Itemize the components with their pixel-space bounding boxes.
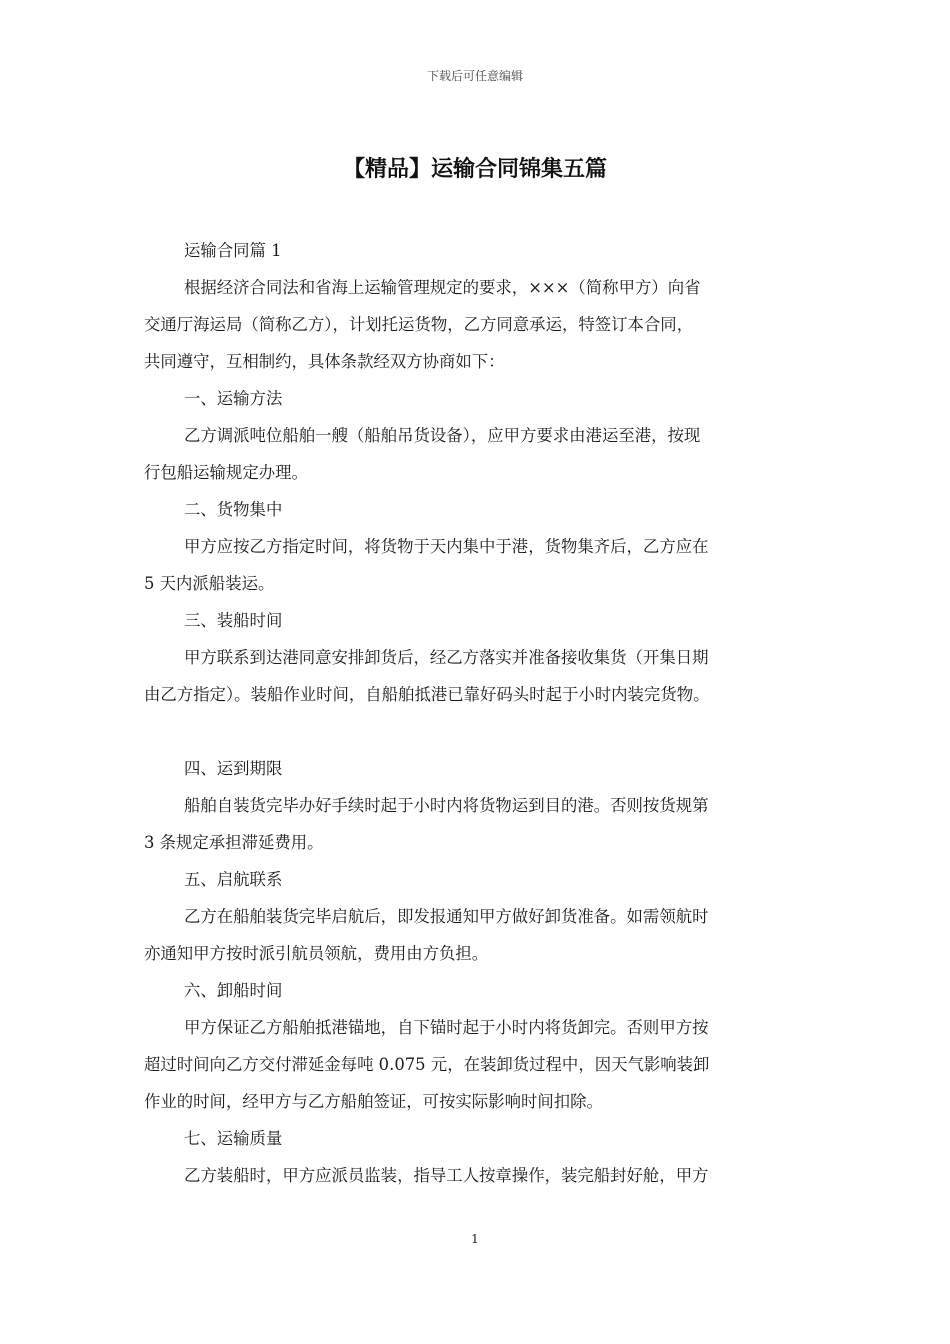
clause-heading: 七、运输质量 <box>184 1129 283 1148</box>
paragraph-line: 甲方保证乙方船舶抵港锚地，自下锚时起于小时内将货卸完。否则甲方按 <box>184 1018 709 1037</box>
paragraph-line: 甲方联系到达港同意安排卸货后，经乙方落实并准备接收集货（开集日期 <box>184 648 709 667</box>
clause-heading: 五、启航联系 <box>184 870 283 889</box>
paragraph-line: 亦通知甲方按时派引航员领航，费用由方负担。 <box>144 944 489 963</box>
paragraph-line: 根据经济合同法和省海上运输管理规定的要求，×××（简称甲方）向省 <box>184 278 701 297</box>
paragraph-line: 交通厅海运局（简称乙方），计划托运货物，乙方同意承运，特签订本合同， <box>144 315 694 334</box>
page-header: 下载后可任意编辑 <box>426 69 523 83</box>
document-title: 【精品】运输合同锦集五篇 <box>342 157 607 182</box>
paragraph-line: 乙方在船舶装货完毕启航后，即发报通知甲方做好卸货准备。如需领航时 <box>184 907 709 926</box>
page-number: 1 <box>471 1232 479 1246</box>
paragraph-line: 共同遵守，互相制约，具体条款经双方协商如下： <box>144 352 505 371</box>
paragraph-line: 船舶自装货完毕办好手续时起于小时内将货物运到目的港。否则按货规第 <box>184 796 709 815</box>
clause-heading: 二、货物集中 <box>184 500 283 519</box>
paragraph-line: 行包船运输规定办理。 <box>144 463 308 482</box>
paragraph-line: 5 天内派船装运。 <box>144 574 275 593</box>
clause-heading: 四、运到期限 <box>184 759 283 778</box>
paragraph-line: 甲方应按乙方指定时间，将货物于天内集中于港，货物集齐后，乙方应在 <box>184 537 709 556</box>
clause-heading: 六、卸船时间 <box>184 981 283 1000</box>
paragraph-line: 由乙方指定）。装船作业时间，自船舶抵港已靠好码头时起于小时内装完货物。 <box>144 685 710 704</box>
paragraph-line: 作业的时间，经甲方与乙方船舶签证，可按实际影响时间扣除。 <box>144 1092 603 1111</box>
paragraph-line: 乙方调派吨位船舶一艘（船舶吊货设备），应甲方要求由港运至港，按现 <box>184 426 701 445</box>
blank-line <box>144 713 816 750</box>
clause-heading: 一、运输方法 <box>184 389 283 408</box>
paragraph-line: 乙方装船时，甲方应派员监装，指导工人按章操作，装完船封好舱，甲方 <box>184 1166 709 1185</box>
paragraph-line: 3 条规定承担滞延费用。 <box>144 833 324 852</box>
clause-heading: 三、装船时间 <box>184 611 283 630</box>
document-body <box>144 232 816 1194</box>
paragraph-line: 超过时间向乙方交付滞延金每吨 0.075 元，在装卸货过程中，因天气影响装卸 <box>144 1055 710 1074</box>
section-heading: 运输合同篇 1 <box>184 241 282 260</box>
